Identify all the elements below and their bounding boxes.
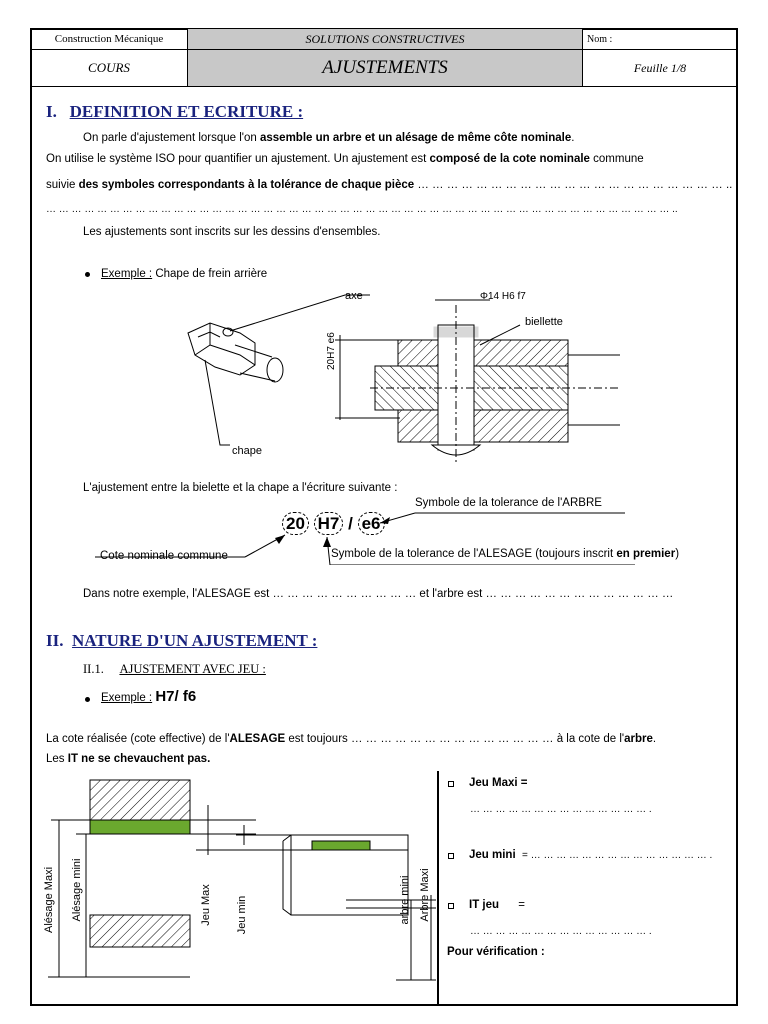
jeu-mini-dots[interactable]: = … … … … … … … … … … … … … … .	[522, 850, 713, 861]
section-2-heading	[46, 631, 317, 651]
fill-dots: … … … … … … … … … … … … … … … … … … … … … ..	[414, 179, 733, 191]
checkbox-icon	[448, 781, 454, 787]
header-main-title: AJUSTEMENTS	[187, 49, 583, 87]
text: )	[675, 548, 680, 560]
subsection-2-1	[83, 662, 266, 676]
jeu-maxi-dots[interactable]: … … … … … … … … … … … … … … .	[470, 804, 652, 815]
jeu-maxi-label: Jeu Maxi =	[469, 777, 528, 789]
code-nominal: 20	[282, 512, 309, 535]
it-jeu-line	[469, 898, 525, 912]
text-bold: arbre	[624, 733, 653, 745]
dim-ext-jeu	[190, 820, 291, 850]
text: On parle d'ajustement lorsque l'on	[83, 132, 260, 144]
it-jeu-dots[interactable]: … … … … … … … … … … … … … … .	[470, 926, 652, 937]
rod-outline	[568, 355, 620, 425]
chape-lower-section	[398, 410, 568, 442]
clearance-fit-drawing	[36, 775, 436, 1005]
section-2-number: II.	[46, 631, 64, 650]
shaft-chamfer	[283, 835, 291, 915]
arrow-bore-head	[323, 537, 331, 547]
fill-dots-line: … … … … … … … … … … … … … … … … … … … … … … … … … … … … … … … … … … … … … … … … … … … … … … … … … ..	[46, 204, 678, 215]
label-jeu-max: Jeu Max	[200, 884, 212, 926]
header-name-field[interactable]: Nom :	[582, 28, 738, 50]
example-text: Chape de frein arrière	[152, 268, 268, 280]
text: Les	[46, 753, 68, 765]
bullet-icon	[85, 272, 90, 277]
paragraph-2	[46, 152, 644, 166]
paragraph-effective	[46, 732, 656, 746]
paragraph-1	[83, 131, 574, 145]
text: On utilise le système ISO pour quantifier un ajustement. Un ajustement est	[46, 153, 430, 165]
text-bold: ALESAGE	[229, 733, 286, 745]
fit-code	[282, 514, 385, 534]
paragraph-3	[46, 178, 732, 192]
label-bore-max: Alésage Maxi	[43, 866, 55, 934]
column-divider	[437, 771, 439, 1006]
it-jeu-eq: =	[518, 899, 525, 911]
bore-upper-wall	[90, 780, 190, 820]
chape-upper-section	[398, 340, 568, 366]
writing-intro: L'ajustement entre la bielette et la chape a l'écriture suivante :	[83, 482, 398, 494]
label-bore-min: Alésage mini	[71, 858, 83, 922]
text: suivie	[46, 179, 79, 191]
leader-chape	[205, 360, 230, 445]
section-2-title: NATURE D'UN AJUSTEMENT :	[71, 631, 318, 650]
example-label: Exemple :	[101, 692, 153, 704]
label-shaft-min: arbre mini	[399, 875, 411, 925]
label-jeu-min: Jeu min	[236, 895, 248, 935]
header-subject: Construction Mécanique	[30, 28, 188, 50]
checkbox-icon	[448, 903, 454, 909]
paragraph-it	[46, 752, 210, 766]
example-value: H7/ f6	[155, 688, 197, 705]
example-1	[101, 267, 267, 281]
bullet-icon	[85, 697, 90, 702]
shaft-tolerance-zone	[312, 841, 370, 850]
chape-assembly-drawing	[180, 285, 620, 465]
code-bore: H7	[314, 512, 344, 535]
text-bold: en premier	[616, 548, 676, 560]
label-biellette: biellette	[525, 316, 563, 328]
text-bold: composé de la cote nominale	[429, 153, 590, 165]
subsection-title: AJUSTEMENT AVEC JEU :	[119, 662, 266, 676]
text: commune	[589, 153, 644, 165]
code-shaft: e6	[358, 512, 385, 535]
header-sheet: Feuille 1/8	[582, 49, 738, 87]
annotation-bore-symbol	[331, 547, 679, 561]
label-dim-left: 20H7 e6	[326, 332, 337, 370]
label-dim-top: Φ14 H6 f7	[480, 291, 526, 302]
code-sep: /	[348, 514, 353, 533]
question-line: Dans notre exemple, l'ALESAGE est … … … … … … … … … … et l'arbre est … … … … … … … … … … … … …	[83, 588, 674, 600]
section-1-heading	[46, 102, 303, 122]
it-jeu-label: IT jeu	[469, 899, 500, 911]
annotation-shaft-symbol: Symbole de la tolerance de l'ARBRE	[415, 497, 602, 509]
label-axe: axe	[345, 290, 363, 302]
text: La cote réalisée (cote effective) de l'	[46, 733, 230, 745]
checkbox-icon	[448, 853, 454, 859]
subsection-number: II.1.	[83, 662, 104, 676]
text-bold: assemble un arbre et un alésage de même côte nominale	[260, 132, 572, 144]
paragraph-5: Les ajustements sont inscrits sur les dessins d'ensembles.	[83, 226, 381, 238]
text-bold: IT ne se chevauchent pas.	[67, 753, 211, 765]
verification-label: Pour vérification :	[447, 946, 545, 958]
section-1-title: DEFINITION ET ECRITURE :	[69, 102, 304, 121]
bore-lower-wall	[90, 915, 190, 947]
iso-part-sketch	[188, 323, 283, 382]
example-label: Exemple :	[101, 268, 153, 280]
text-bold: des symboles correspondants à la tolérance de chaque pièce	[78, 179, 415, 191]
fill-dots: est toujours … … … … … … … … … … … … … … à la cote de l'	[285, 733, 625, 745]
text: Symbole de la tolerance de l'ALESAGE (toujours inscrit	[331, 548, 617, 560]
header-course-title: SOLUTIONS CONSTRUCTIVES	[187, 28, 583, 50]
arrow-nominal-head	[275, 535, 285, 544]
label-shaft-max: Arbre Maxi	[419, 868, 431, 922]
example-2	[101, 690, 196, 705]
jeu-mini-line	[469, 848, 712, 863]
section-1-number: I.	[46, 102, 57, 121]
annotation-nominal: Cote nominale commune	[100, 550, 228, 562]
jeu-mini-label: Jeu mini	[469, 849, 516, 861]
text: .	[571, 132, 575, 144]
header-type: COURS	[30, 49, 188, 87]
text: .	[652, 733, 657, 745]
dim-ext-bore	[51, 820, 90, 834]
bore-tolerance-zone	[90, 820, 190, 834]
label-chape: chape	[232, 445, 262, 457]
